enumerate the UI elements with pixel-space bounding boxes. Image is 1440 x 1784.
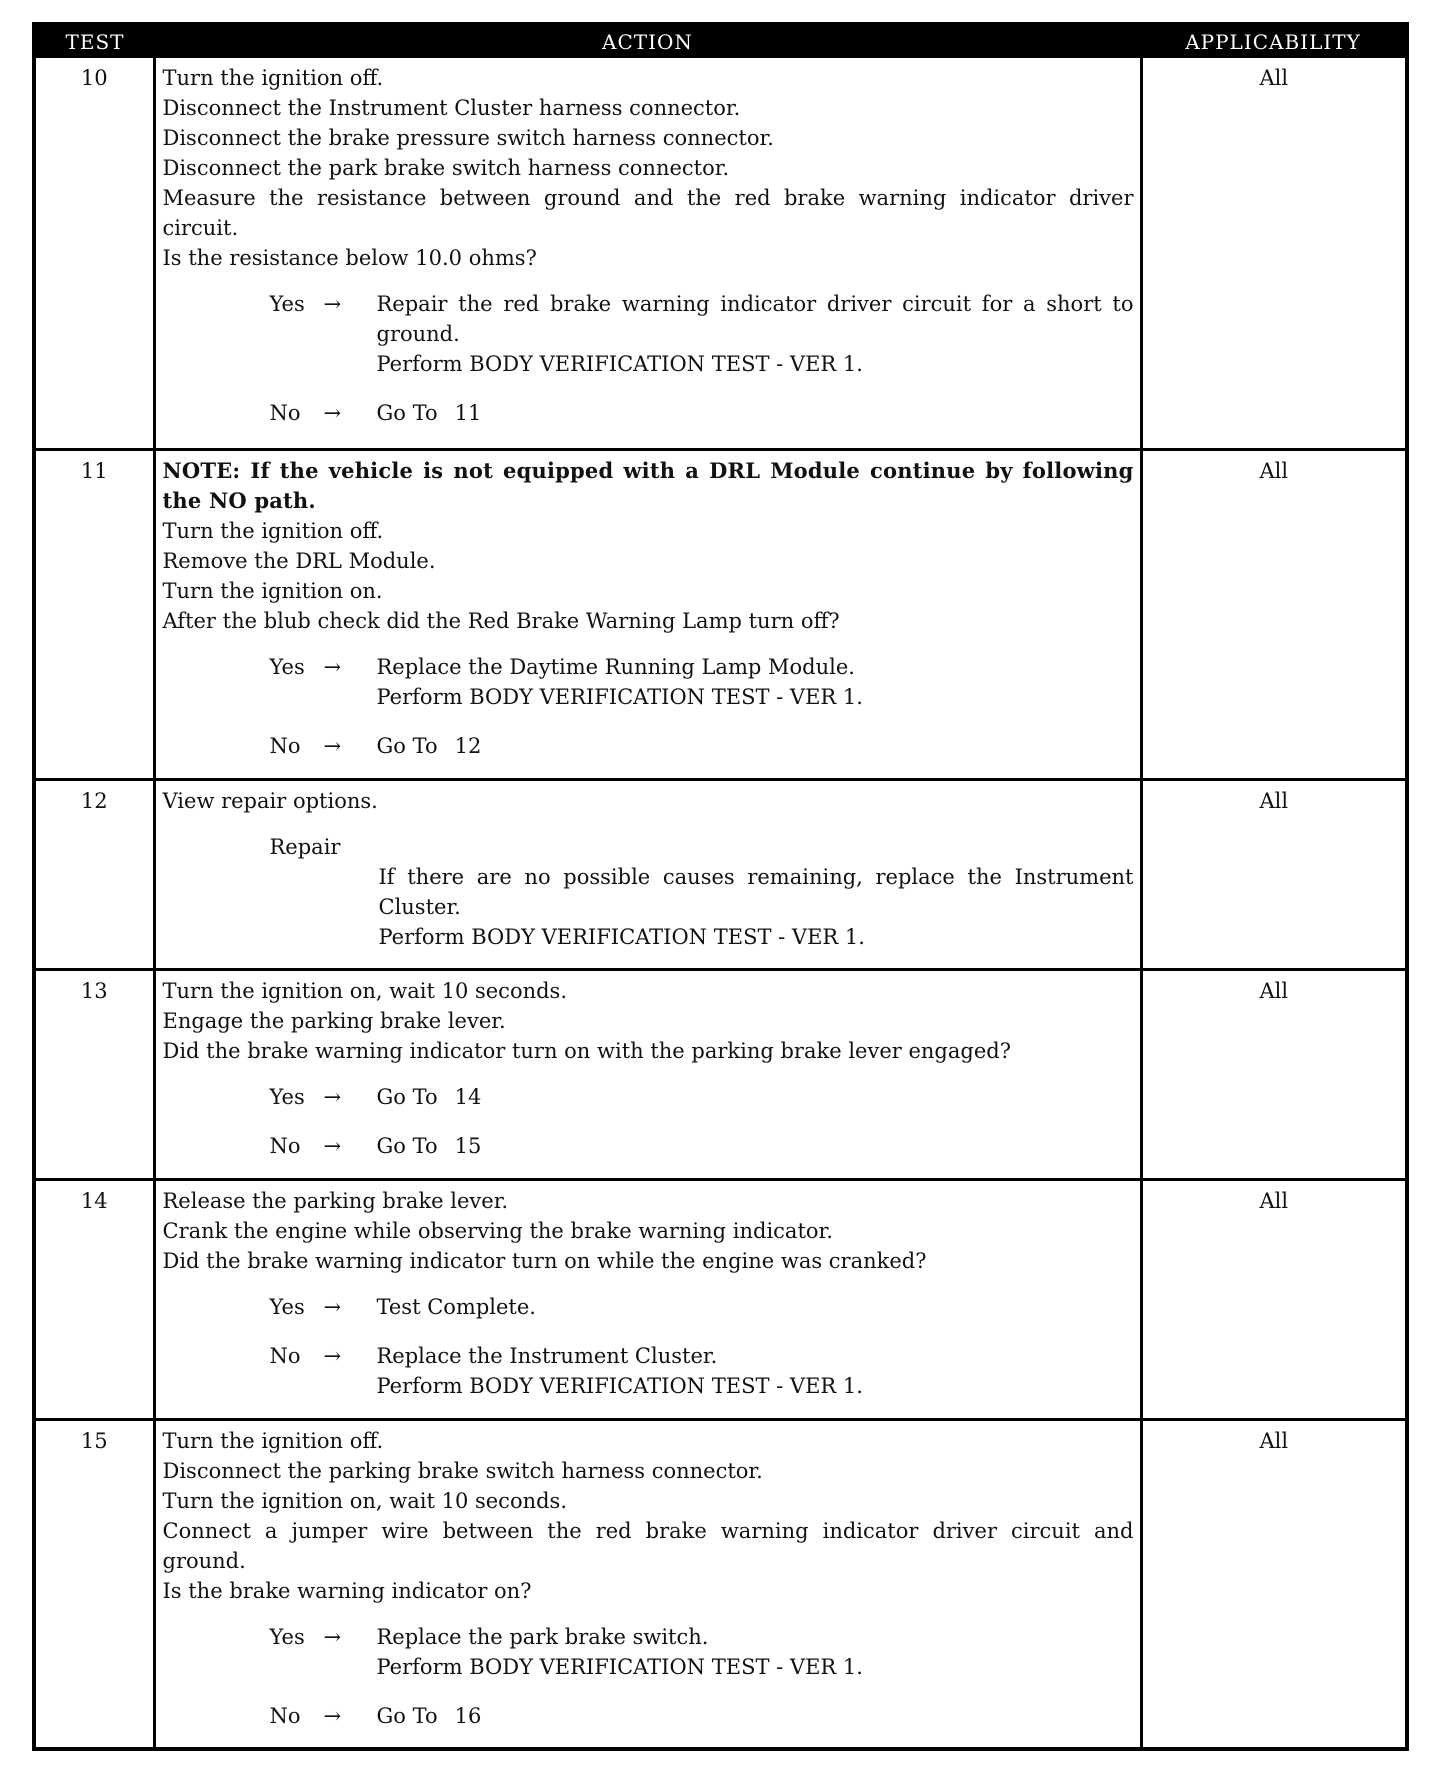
header-action: ACTION: [154, 24, 1141, 58]
applicability-value: All: [1141, 1179, 1407, 1419]
action-step: Turn the ignition off.: [162, 518, 384, 543]
test-number: 14: [34, 1179, 154, 1419]
action-step: After the blub check did the Red Brake Warning Lamp turn off?: [162, 608, 840, 633]
arrow-right-icon: →: [323, 1294, 342, 1319]
action-step: Measure the resistance between ground and the red brake warning indicator driver circuit.: [162, 186, 1134, 240]
go-to-test-number: 16: [454, 1703, 482, 1728]
action-step: Disconnect the park brake switch harness connector.: [162, 156, 730, 180]
go-to-label: Go To: [376, 1133, 438, 1158]
repair-text: [379, 862, 1134, 952]
outcome-text: [377, 1341, 1134, 1401]
outcome-text: [377, 1701, 1134, 1731]
action-step: Did the brake warning indicator turn on with the parking brake lever engaged?: [162, 1038, 1011, 1063]
table-row-test-14: [34, 1179, 1407, 1419]
outcome-text: [377, 398, 1134, 428]
outcome-yes: [163, 1292, 1134, 1322]
action-cell: [154, 1419, 1141, 1749]
arrow-right-icon: →: [323, 292, 342, 316]
note-text: NOTE: If the vehicle is not equipped with a DRL Module continue by following the NO path.: [162, 457, 1134, 513]
outcome-yes: [163, 652, 1134, 712]
outcome-line: Replace the Daytime Running Lamp Module.: [376, 654, 855, 679]
action-step: View repair options.: [162, 788, 378, 813]
outcome-line: Perform BODY VERIFICATION TEST - VER 1.: [376, 684, 863, 709]
outcome-line: Repair the red brake warning indicator driver circuit for a short to ground.: [376, 292, 1134, 346]
action-step: Disconnect the brake pressure switch harness connector.: [162, 126, 774, 150]
action-step: Is the resistance below 10.0 ohms?: [162, 246, 537, 270]
action-step: Turn the ignition on.: [162, 578, 383, 603]
applicability-value: All: [1141, 779, 1407, 969]
outcomes: [163, 1082, 1134, 1161]
outcome-line: Perform BODY VERIFICATION TEST - VER 1.: [376, 1373, 863, 1398]
outcome-yes: [163, 289, 1134, 379]
table-row-test-13: [34, 969, 1407, 1179]
action-step: Did the brake warning indicator turn on while the engine was cranked?: [162, 1248, 927, 1273]
arrow-right-icon: →: [323, 401, 342, 425]
go-to-test-number: 15: [454, 1133, 482, 1158]
action-cell: [154, 58, 1141, 449]
no-label: No: [269, 1703, 301, 1728]
go-to-test-number: 14: [454, 1084, 482, 1109]
arrow-right-icon: →: [323, 1084, 342, 1109]
repair-line: If there are no possible causes remaining, replace the Instrument Cluster.: [378, 864, 1134, 919]
test-number: 12: [34, 779, 154, 969]
go-to-test-number: 11: [454, 401, 482, 425]
arrow-right-icon: →: [323, 1703, 342, 1728]
header-test: TEST: [34, 24, 154, 58]
outcome-line: Perform BODY VERIFICATION TEST - VER 1.: [376, 352, 863, 376]
no-label: No: [269, 1133, 301, 1158]
outcome-no: [163, 398, 1134, 428]
outcome-yes: [163, 1622, 1134, 1682]
test-number: 11: [34, 449, 154, 779]
outcome-text: [377, 1131, 1134, 1161]
applicability-value: All: [1141, 58, 1407, 449]
yes-label: Yes: [269, 292, 305, 316]
outcome-text: [377, 1622, 1134, 1682]
table-row-test-15: [34, 1419, 1407, 1749]
test-number: 13: [34, 969, 154, 1179]
outcomes: [163, 289, 1134, 428]
yes-label: Yes: [269, 1624, 305, 1649]
action-step: Connect a jumper wire between the red brake warning indicator driver circuit and ground.: [162, 1518, 1134, 1573]
arrow-right-icon: →: [323, 1624, 342, 1649]
action-step: Turn the ignition off.: [162, 66, 384, 90]
applicability-value: All: [1141, 449, 1407, 779]
go-to-label: Go To: [376, 1084, 438, 1109]
action-step: Turn the ignition off.: [162, 1428, 384, 1453]
action-step: Engage the parking brake lever.: [162, 1008, 506, 1033]
outcome-no: [163, 731, 1134, 761]
outcome-text: [377, 731, 1134, 761]
yes-label: Yes: [269, 1084, 305, 1109]
action-step: Disconnect the parking brake switch harness connector.: [162, 1458, 763, 1483]
header-applicability: APPLICABILITY: [1141, 24, 1407, 58]
diagnostic-test-table-page: [32, 22, 1405, 1751]
outcome-no: [163, 1341, 1134, 1401]
outcome-line: Replace the park brake switch.: [376, 1624, 709, 1649]
no-label: No: [269, 401, 301, 425]
action-cell: [154, 779, 1141, 969]
action-step: Crank the engine while observing the brake warning indicator.: [162, 1218, 833, 1243]
outcome-line: Replace the Instrument Cluster.: [376, 1343, 718, 1368]
arrow-right-icon: →: [323, 1133, 342, 1158]
yes-label: Yes: [269, 654, 305, 679]
outcome-yes: [163, 1082, 1134, 1112]
outcome-line: Test Complete.: [376, 1294, 536, 1319]
action-cell: [154, 449, 1141, 779]
table-header: [34, 24, 1407, 58]
test-number: 15: [34, 1419, 154, 1749]
no-label: No: [269, 1343, 301, 1368]
outcome-text: [377, 652, 1134, 712]
no-label: No: [269, 733, 301, 758]
applicability-value: All: [1141, 969, 1407, 1179]
action-cell: [154, 969, 1141, 1179]
table-row-test-12: [34, 779, 1407, 969]
outcomes: [163, 1622, 1134, 1731]
go-to-label: Go To: [376, 1703, 438, 1728]
repair-options: [270, 832, 1134, 952]
outcomes: [163, 652, 1134, 761]
outcome-no: [163, 1131, 1134, 1161]
outcome-text: [377, 1082, 1134, 1112]
arrow-right-icon: →: [323, 654, 342, 679]
action-step: Remove the DRL Module.: [162, 548, 436, 573]
applicability-value: All: [1141, 1419, 1407, 1749]
outcome-text: [377, 1292, 1134, 1322]
test-number: 10: [34, 58, 154, 449]
action-step: Release the parking brake lever.: [162, 1188, 509, 1213]
arrow-right-icon: →: [323, 1343, 342, 1368]
go-to-test-number: 12: [454, 733, 482, 758]
go-to-label: Go To: [376, 401, 438, 425]
arrow-right-icon: →: [323, 733, 342, 758]
outcome-text: [377, 289, 1134, 379]
go-to-label: Go To: [376, 733, 438, 758]
table-row-test-10: [34, 58, 1407, 449]
table-row-test-11: [34, 449, 1407, 779]
outcomes: [163, 1292, 1134, 1401]
action-step: Disconnect the Instrument Cluster harness connector.: [162, 96, 741, 120]
action-step: Turn the ignition on, wait 10 seconds.: [162, 978, 568, 1003]
outcome-line: Perform BODY VERIFICATION TEST - VER 1.: [376, 1654, 863, 1679]
action-cell: [154, 1179, 1141, 1419]
yes-label: Yes: [269, 1294, 305, 1319]
outcome-no: [163, 1701, 1134, 1731]
diagnostic-test-table: [32, 22, 1409, 1751]
repair-label: Repair: [269, 834, 341, 859]
action-step: Turn the ignition on, wait 10 seconds.: [162, 1488, 568, 1513]
action-step: Is the brake warning indicator on?: [162, 1578, 532, 1603]
repair-line: Perform BODY VERIFICATION TEST - VER 1.: [378, 924, 865, 949]
